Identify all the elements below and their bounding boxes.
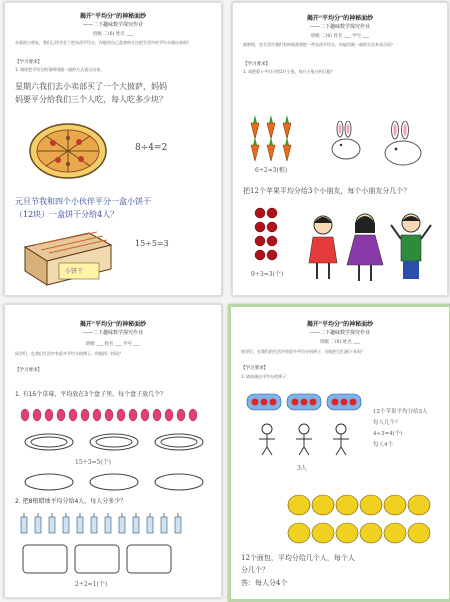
boxes-drawing <box>19 543 209 577</box>
worksheet-page-4 <box>228 304 450 602</box>
student-info: 班级 二(6) 姓名 ___ <box>320 340 360 345</box>
worksheet-subtitle: ——二下趣味数学探究作业 <box>309 24 370 30</box>
bread-row-drawing <box>287 493 437 517</box>
intro-text: 亲爱的小朋友，我们已经学会了把东西平均分，你能用自己喜欢的方法把生活中的平均分画出来吗？ <box>15 40 191 45</box>
plates-drawing <box>19 431 209 453</box>
equation: 9÷3=3(个) <box>251 271 284 278</box>
section-label: 【学习要求】 <box>241 366 268 371</box>
candles-drawing <box>17 511 209 535</box>
intro-text: 同学们，在我们生活中有很多平均分的例子，你能找一找吗？ <box>15 351 123 356</box>
pizza-drawing <box>23 113 113 183</box>
apples-drawing <box>253 205 281 269</box>
three-people-drawing <box>249 421 359 461</box>
rabbit-drawing <box>381 121 425 167</box>
people-count-label: 3人 <box>297 465 307 472</box>
question-1: 1. 请把萝卜平均分给2只小兔，每只小兔分到几根？ <box>243 69 335 74</box>
children-drawing <box>305 211 435 287</box>
student-info: 班级 二(6) 姓名 ___ 学号 ___ <box>310 34 370 39</box>
equation: 15÷3=5(个) <box>75 459 112 466</box>
handwriting-line: 12个面包，平均分给几个人，每个人 <box>241 554 355 562</box>
worksheet-title: 揭开"平均分"的神秘面纱 <box>79 13 147 20</box>
handwriting-line: 妈要平分给我们三个人吃，每人吃多少块？ <box>15 95 167 104</box>
equation: 6÷2=3(根) <box>255 167 288 174</box>
worksheet-title: 揭开"平均分"的神秘面纱 <box>306 15 374 22</box>
question-2: 2. 把8根蜡烛平均分给4人，每人分多少？ <box>15 498 127 505</box>
section-label: 【学习要求】 <box>243 62 270 67</box>
handwriting-line: 每人几个？ <box>373 420 401 426</box>
section-label: 【学习要求】 <box>15 368 42 373</box>
worksheet-subtitle: ——二下趣味数学探究作业 <box>82 22 143 28</box>
question-1: 1. 请你画出平均分的例子： <box>241 374 291 379</box>
handwriting-line: 12个苹果平均分给3人 <box>373 409 428 415</box>
handwriting-line: 答：每人分4个 <box>241 579 288 587</box>
handwriting-line: （12块）一盒饼干分给4人？ <box>15 210 119 219</box>
equation: 8÷4=2 <box>135 143 168 153</box>
question-1: 1. 请你把平均分的事例用画一画的方式表示出来。 <box>15 67 105 72</box>
worksheet-subtitle: ——二下趣味数学探究作业 <box>309 330 370 336</box>
handwriting-line: 把12个苹果平均分给3个小朋友，每个小朋友分几个？ <box>243 187 411 195</box>
worksheet-page-1 <box>4 2 222 296</box>
student-info: 班级 二(6) 姓名 ___ <box>93 32 133 37</box>
worksheet-title: 揭开"平均分"的神秘面纱 <box>79 321 147 328</box>
bread-row-drawing <box>287 521 437 545</box>
rabbit-drawing <box>328 121 364 161</box>
worksheet-page-2 <box>232 2 448 296</box>
plates-drawing <box>19 471 209 493</box>
handwriting-line: 分几个？ <box>241 566 269 574</box>
carrots-drawing <box>247 109 307 163</box>
intro-text: 同学们，在我们的生活中有很多平均分的例子，你能把它们画下来吗？ <box>241 349 365 354</box>
worksheet-title: 揭开"平均分"的神秘面纱 <box>306 321 374 328</box>
cookie-box-drawing <box>19 225 115 287</box>
question-1: 1. 有15个草莓，平均放在3个盘子里，每个盘子放几个？ <box>15 391 167 398</box>
handwriting-line: 每人4个 <box>373 442 393 448</box>
section-label: 【学习要求】 <box>15 60 42 65</box>
handwriting-line: 元旦节我和四个小伙伴平分一盒小饼干 <box>15 197 151 206</box>
intro-text: 观察图，在生活中我们有时候需要把一些东西平均分，你能用画一画的方法来表示吗？ <box>243 42 395 47</box>
apple-rows-drawing <box>245 391 365 413</box>
strawberries-drawing <box>17 407 207 423</box>
equation: 2÷2=1(个) <box>75 581 108 588</box>
handwriting-line: 星期六我们去小卖部买了一个大披萨，妈妈 <box>15 82 167 91</box>
worksheet-subtitle: ——二下趣味数学探究作业 <box>82 330 143 336</box>
handwriting-line: 4÷3=4(个) <box>373 431 403 437</box>
student-info: 班级 ___ 姓名 ___ 学号 ___ <box>85 342 141 347</box>
box-label: 小饼干 <box>65 268 84 275</box>
worksheet-page-3 <box>4 304 222 598</box>
equation: 15÷5=3 <box>135 239 169 248</box>
